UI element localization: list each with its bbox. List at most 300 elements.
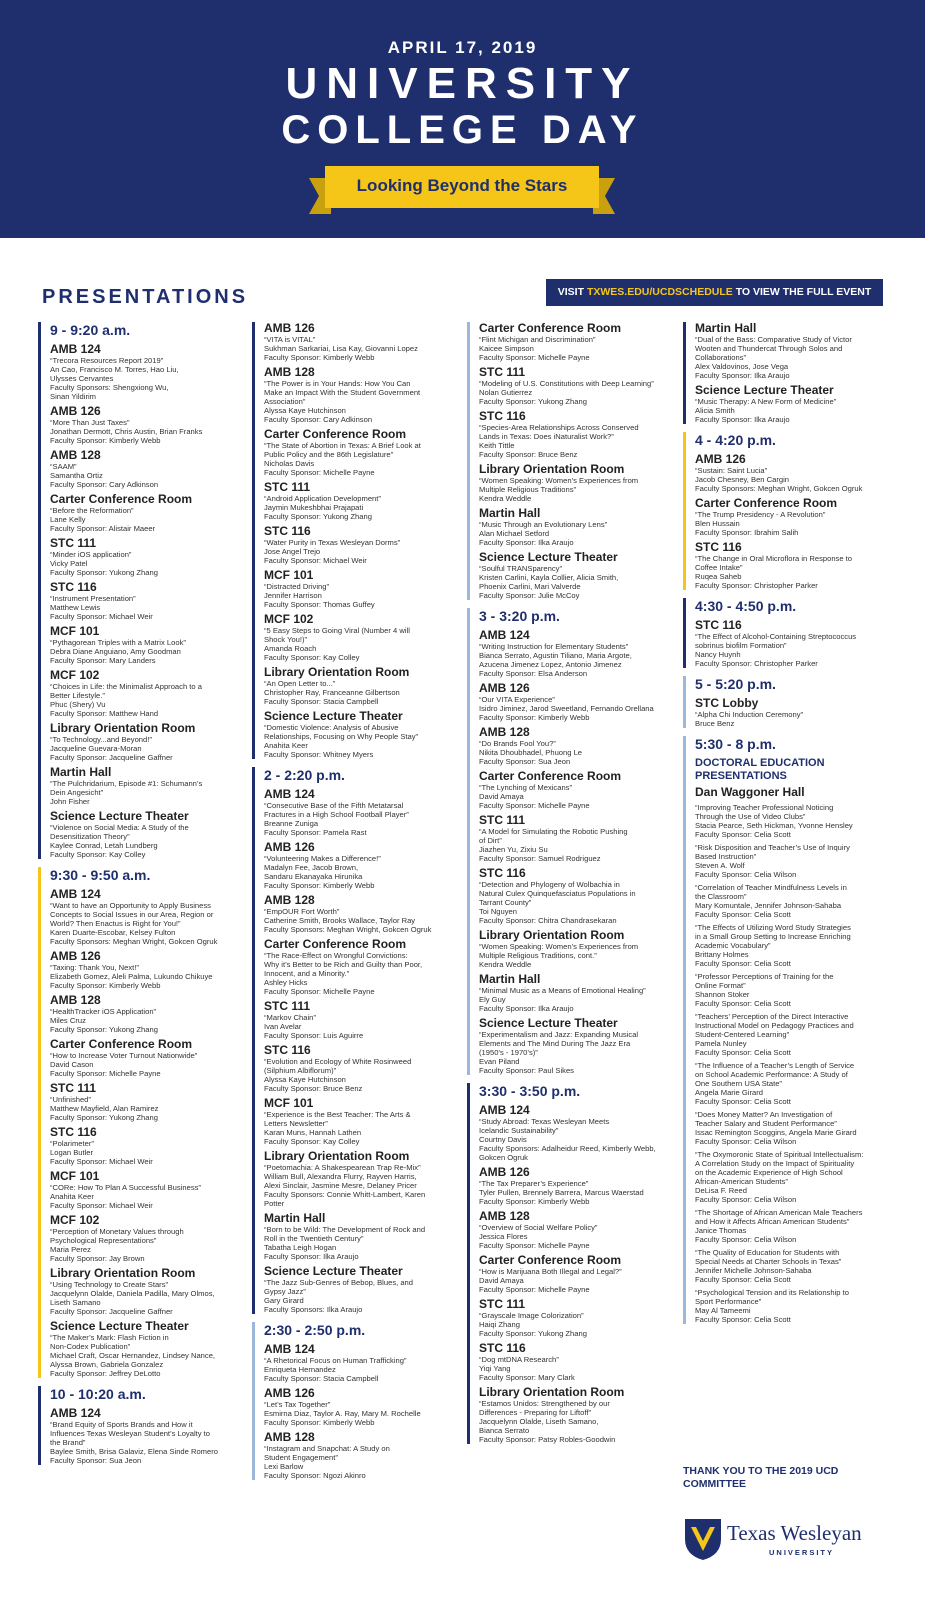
- slot-time: 9:30 - 9:50 a.m.: [50, 867, 151, 883]
- detail-line: Coffee Intake”: [695, 563, 743, 572]
- detail-line: Online Format”: [695, 981, 746, 990]
- detail-line: Faculty Sponsor: Yukong Zhang: [50, 1113, 158, 1122]
- presentation-item: [695, 1150, 881, 1204]
- presentation-item: [50, 1126, 236, 1166]
- detail-line: Jennifer Michelle Johnson-Sahaba: [695, 1266, 812, 1275]
- column-2: [252, 322, 450, 1488]
- detail-line: Faculty Sponsor: Ilka Araujo: [695, 415, 790, 424]
- detail-line: Phoenix Carlini, Mari Valverde: [479, 582, 581, 591]
- detail-line: Faculty Sponsor: Paul Sikes: [479, 1066, 574, 1075]
- room-name: Library Orientation Room: [479, 1385, 625, 1399]
- detail-line: “Our VITA Experience”: [479, 695, 555, 704]
- detail-line: Nicholas Davis: [264, 459, 315, 468]
- presentation-item: [264, 938, 450, 996]
- room-name: Library Orientation Room: [479, 928, 625, 942]
- detail-line: Courtny Davis: [479, 1135, 527, 1144]
- detail-line: Better Lifestyle.”: [50, 691, 105, 700]
- room-name: Martin Hall: [695, 321, 757, 335]
- detail-line: “Taxing: Thank You, Next!”: [50, 963, 139, 972]
- time-slot: [252, 767, 450, 1314]
- presentation-item: [695, 1288, 881, 1324]
- time-slot: [467, 608, 665, 1075]
- detail-line: Faculty Sponsor: Jacqueline Gaffner: [50, 753, 173, 762]
- time-slot: [683, 736, 881, 1324]
- detail-line: Faculty Sponsor: Sua Jeon: [50, 1456, 142, 1465]
- room-name: Library Orientation Room: [264, 1149, 410, 1163]
- time-slot: [38, 322, 236, 859]
- detail-line: Jessica Flores: [479, 1232, 528, 1241]
- room-name: AMB 126: [50, 949, 101, 963]
- room-name: STC 116: [479, 866, 526, 880]
- detail-line: Blen Hussain: [695, 519, 740, 528]
- detail-line: Kaylee Conrad, Letah Lundberg: [50, 841, 158, 850]
- presentation-item: [264, 1044, 450, 1093]
- detail-line: “The Lynching of Mexicans”: [479, 783, 572, 792]
- detail-line: Faculty Sponsor: Kimberly Webb: [479, 713, 590, 722]
- detail-line: “Psychological Tension and its Relationship to: [695, 1288, 849, 1297]
- detail-line: Faculty Sponsor: Celia Scott: [695, 1048, 791, 1057]
- detail-line: DeLisa F. Reed: [695, 1186, 747, 1195]
- detail-line: Karen Duarte-Escobar, Kelsey Fulton: [50, 928, 176, 937]
- detail-line: Faculty Sponsor: Jacqueline Gaffner: [50, 1307, 173, 1316]
- presentation-item: [695, 786, 881, 799]
- detail-line: Shannon Stoker: [695, 990, 750, 999]
- room-name: Science Lecture Theater: [50, 809, 189, 823]
- detail-line: Faculty Sponsors: Adalheidur Reed, Kimberly Webb,: [479, 1144, 656, 1153]
- detail-line: “Born to be Wild: The Development of Rock and: [264, 1225, 426, 1234]
- detail-line: Debra Diane Anguiano, Amy Goodman: [50, 647, 181, 656]
- detail-line: Alan Michael Setford: [479, 529, 550, 538]
- detail-line: Desensitization Theory”: [50, 832, 130, 841]
- slot-accent-bar: [38, 867, 41, 1378]
- detail-line: Association”: [264, 397, 306, 406]
- presentation-item: [50, 766, 236, 806]
- detail-line: the Classroom”: [695, 892, 747, 901]
- detail-line: Public Policy and the 86th Legislature”: [264, 450, 394, 459]
- detail-line: Faculty Sponsor: Jay Brown: [50, 1254, 145, 1263]
- room-name: Library Orientation Room: [50, 1266, 196, 1280]
- room-name: MCF 102: [264, 612, 314, 626]
- detail-line: Logan Butler: [50, 1148, 94, 1157]
- room-name: AMB 124: [50, 887, 101, 901]
- detail-line: Karan Muns, Hannah Lathen: [264, 1128, 362, 1137]
- detail-line: “The Oxymoronic State of Spiritual Intellectualism:: [695, 1150, 864, 1159]
- detail-line: David Amaya: [479, 792, 524, 801]
- detail-line: Relationships, Focusing on Why People Stay”: [264, 732, 419, 741]
- detail-line: Bianca Serrato: [479, 1426, 530, 1435]
- detail-line: Faculty Sponsors: Connie Whitt-Lambert, Karen: [264, 1190, 426, 1199]
- detail-line: Faculty Sponsor: Michael Weir: [50, 1157, 153, 1166]
- detail-line: “Music Through an Evolutionary Lens”: [479, 520, 608, 529]
- presentation-item: [479, 1342, 665, 1382]
- presentation-item: [264, 481, 450, 521]
- detail-line: Faculty Sponsor: Bruce Benz: [479, 450, 578, 459]
- detail-line: Natural Culex Quinquefasciatus Populations in: [479, 889, 636, 898]
- detail-line: “Distracted Driving”: [264, 582, 329, 591]
- detail-line: Nancy Huynh: [695, 650, 741, 659]
- detail-line: Student-Centered Learning”: [695, 1030, 790, 1039]
- slot-accent-bar: [38, 1386, 41, 1465]
- presentation-item: [50, 1170, 236, 1210]
- presentation-item: [479, 1298, 665, 1338]
- logo-sub: UNIVERSITY: [769, 1548, 835, 1557]
- detail-line: Special Needs at Charter Schools in Texas”: [695, 1257, 842, 1266]
- presentation-item: [264, 525, 450, 565]
- detail-line: “The Effect of Alcohol-Containing Streptococcus: [695, 632, 857, 641]
- detail-line: William Bull, Alexandra Flurry, Rayven Harris,: [264, 1172, 417, 1181]
- detail-line: Faculty Sponsor: Michelle Payne: [264, 468, 375, 477]
- detail-line: “Evolution and Ecology of White Rosinweed: [264, 1057, 412, 1066]
- room-name: AMB 124: [50, 1406, 101, 1420]
- presentation-item: [50, 493, 236, 533]
- detail-line: “Estamos Unidos: Strengthened by our: [479, 1399, 610, 1408]
- detail-line: “Before the Reformation”: [50, 506, 134, 515]
- detail-line: May Al Tameemi: [695, 1306, 751, 1315]
- presentation-item: [50, 1082, 236, 1122]
- room-name: AMB 128: [264, 893, 315, 907]
- room-name: MCF 101: [50, 624, 100, 638]
- room-name: MCF 101: [50, 1169, 100, 1183]
- detail-line: Faculty Sponsor: Ilka Araujo: [695, 371, 790, 380]
- detail-line: “Want to have an Opportunity to Apply Business: [50, 901, 211, 910]
- detail-line: “Soulful TRANSparency”: [479, 564, 563, 573]
- slot-accent-bar: [252, 1322, 255, 1480]
- detail-line: Elizabeth Gomez, Aleli Palma, Lukundo Chikuye: [50, 972, 213, 981]
- detail-line: “SAAM”: [50, 462, 77, 471]
- slot-accent-bar: [467, 608, 470, 1075]
- event-date: APRIL 17, 2019: [387, 38, 538, 57]
- detail-line: Faculty Sponsor: Alistair Maeer: [50, 524, 156, 533]
- detail-line: “Overview of Social Welfare Policy”: [479, 1223, 598, 1232]
- detail-line: Faculty Sponsor: Celia Scott: [695, 1315, 791, 1324]
- time-slot: [467, 322, 665, 600]
- detail-line: Alyssa Brown, Gabriela Gonzalez: [50, 1360, 164, 1369]
- room-name: AMB 128: [479, 1209, 530, 1223]
- detail-line: “Violence on Social Media: A Study of the: [50, 823, 189, 832]
- room-name: STC 116: [479, 409, 526, 423]
- detail-line: Jose Angel Trejo: [264, 547, 321, 556]
- presentation-item: [479, 1386, 665, 1444]
- detail-line: African-American Students”: [695, 1177, 788, 1186]
- detail-line: Faculty Sponsor: Luis Aguirre: [264, 1031, 364, 1040]
- slot-time: 5 - 5:20 p.m.: [695, 676, 776, 692]
- presentation-item: [264, 894, 450, 934]
- detail-line: Faculty Sponsor: Kimberly Webb: [264, 353, 375, 362]
- detail-line: Faculty Sponsor: Stacia Campbell: [264, 1374, 379, 1383]
- detail-line: “Volunteering Makes a Difference!”: [264, 854, 381, 863]
- room-name: Martin Hall: [479, 972, 541, 986]
- detail-line: Jacob Chesney, Ben Cargin: [695, 475, 789, 484]
- detail-line: Faculty Sponsor: Cary Adkinson: [264, 415, 373, 424]
- detail-line: Faculty Sponsor: Michelle Payne: [479, 1285, 590, 1294]
- slot-time: 2:30 - 2:50 p.m.: [264, 1322, 366, 1338]
- detail-line: “Markov Chain”: [264, 1013, 316, 1022]
- detail-line: Jennifer Harrison: [264, 591, 322, 600]
- detail-line: Faculty Sponsors: Ilka Araujo: [264, 1305, 363, 1314]
- detail-line: “Study Abroad: Texas Wesleyan Meets: [479, 1117, 610, 1126]
- tagline-ribbon: [309, 160, 615, 216]
- slot-accent-bar: [252, 322, 255, 759]
- detail-line: Alexi Sinclair, Jasmine Mesre, Delaney Pricer: [264, 1181, 417, 1190]
- slot-accent-bar: [467, 322, 470, 600]
- detail-line: Dein Angesicht”: [50, 788, 104, 797]
- detail-line: Alyssa Kaye Hutchinson: [264, 1075, 346, 1084]
- slot-time: 4 - 4:20 p.m.: [695, 432, 776, 448]
- detail-line: Letters Newsletter”: [264, 1119, 328, 1128]
- time-slot: [38, 867, 236, 1378]
- detail-line: Alyssa Kaye Hutchinson: [264, 406, 346, 415]
- detail-line: John Fisher: [50, 797, 90, 806]
- detail-line: “The Power is in Your Hands: How You Can: [264, 379, 411, 388]
- presentation-item: [264, 428, 450, 477]
- detail-line: “Correlation of Teacher Mindfulness Levels in: [695, 883, 847, 892]
- room-name: MCF 101: [264, 568, 314, 582]
- detail-line: Tarrant County”: [479, 898, 532, 907]
- slot-time: 4:30 - 4:50 p.m.: [695, 598, 797, 614]
- detail-line: “The Maker’s Mark: Flash Fiction in: [50, 1333, 169, 1342]
- detail-line: Faculty Sponsor: Celia Scott: [695, 959, 791, 968]
- room-name: Carter Conference Room: [479, 321, 622, 335]
- detail-line: Faculty Sponsor: Mary Clark: [479, 1373, 575, 1382]
- room-name: Dan Waggoner Hall: [695, 785, 805, 799]
- detail-line: Breanne Zuniga: [264, 819, 319, 828]
- detail-line: Tabatha Leigh Hogan: [264, 1243, 337, 1252]
- detail-line: Matthew Lewis: [50, 603, 101, 612]
- detail-line: “Women Speaking: Women’s Experiences from: [479, 476, 639, 485]
- detail-line: Pamela Nunley: [695, 1039, 747, 1048]
- detail-line: Ashley Hicks: [264, 978, 308, 987]
- detail-line: One Southern USA State”: [695, 1079, 782, 1088]
- detail-line: “Minimal Music as a Means of Emotional Healing”: [479, 986, 646, 995]
- detail-line: on the Academic Experience of High School: [695, 1168, 843, 1177]
- detail-line: Faculty Sponsor: Christopher Parker: [695, 659, 818, 668]
- detail-line: Azucena Jimenez Lopez, Antonio Jimenez: [479, 660, 622, 669]
- detail-line: Vicky Patel: [50, 559, 88, 568]
- room-name: Library Orientation Room: [264, 665, 410, 679]
- slot-time: 10 - 10:20 a.m.: [50, 1386, 146, 1402]
- detail-line: “A Model for Simulating the Robotic Pushing: [479, 827, 628, 836]
- detail-line: “An Open Letter to...”: [264, 679, 336, 688]
- detail-line: Gypsy Jazz”: [264, 1287, 306, 1296]
- detail-line: “The Change in Oral Microflora in Response to: [695, 554, 853, 563]
- presentation-item: [695, 972, 881, 1008]
- detail-line: Faculty Sponsor: Kimberly Webb: [479, 1197, 590, 1206]
- room-name: Carter Conference Room: [479, 1253, 622, 1267]
- detail-line: Innocent, and a Minority.”: [264, 969, 350, 978]
- detail-line: Sukhman Sarkariai, Lisa Kay, Giovanni Lopez: [264, 344, 418, 353]
- schedule-url[interactable]: TXWES.EDU/UCDSCHEDULE: [586, 286, 733, 298]
- detail-line: Faculty Sponsor: Michelle Payne: [479, 1241, 590, 1250]
- detail-line: Faculty Sponsor: Whitney Myers: [264, 750, 374, 759]
- room-name: AMB 124: [264, 787, 315, 801]
- room-name: STC 111: [479, 365, 526, 379]
- detail-line: Faculty Sponsor: Michael Weir: [50, 612, 153, 621]
- presentation-item: [50, 994, 236, 1034]
- room-name: AMB 124: [50, 342, 101, 356]
- presentation-item: [264, 710, 450, 759]
- detail-line: “Android Application Development”: [264, 494, 381, 503]
- presentation-item: [479, 867, 665, 925]
- detail-line: Faculty Sponsor: Michelle Payne: [479, 353, 590, 362]
- detail-line: “How is Marijuana Both Illegal and Legal?”: [479, 1267, 622, 1276]
- detail-line: “HealthTracker iOS Application”: [50, 1007, 157, 1016]
- detail-line: “Poetomachia: A Shakespearean Trap Re-Mix”: [264, 1163, 421, 1172]
- presentation-item: [695, 541, 881, 590]
- detail-line: “Alpha Chi Induction Ceremony”: [695, 710, 804, 719]
- room-name: Science Lecture Theater: [264, 1264, 403, 1278]
- column-3: [467, 322, 665, 1452]
- slot-accent-bar: [467, 1083, 470, 1444]
- time-slot: [252, 1322, 450, 1480]
- detail-line: Nolan Gutierrez: [479, 388, 533, 397]
- slot-time: 9 - 9:20 a.m.: [50, 322, 131, 338]
- room-name: STC 116: [695, 618, 742, 632]
- presentation-item: [50, 810, 236, 859]
- detail-line: “Let’s Tax Together”: [264, 1400, 331, 1409]
- detail-line: Faculty Sponsor: Celia Wilson: [695, 1137, 797, 1146]
- room-name: AMB 126: [479, 681, 530, 695]
- time-slot: [683, 322, 881, 424]
- detail-line: “Risk Disposition and Teacher’s Use of Inquiry: [695, 843, 850, 852]
- detail-line: Why it’s Better to be Rich and Guilty than Poor,: [264, 960, 423, 969]
- room-name: Carter Conference Room: [264, 427, 407, 441]
- detail-line: Mary Komuntale, Jennifer Johnson-Sahaba: [695, 901, 842, 910]
- detail-line: “Teachers’ Perception of the Direct Interactive: [695, 1012, 849, 1021]
- detail-line: “The Trump Presidency - A Revolution”: [695, 510, 826, 519]
- title-line2: COLLEGE DAY: [281, 108, 644, 152]
- detail-line: Maria Perez: [50, 1245, 91, 1254]
- detail-line: Faculty Sponsor: Patsy Robles-Goodwin: [479, 1435, 616, 1444]
- detail-line: Make an Impact With the Student Government: [264, 388, 421, 397]
- detail-line: Faculty Sponsor: Ngozi Akinro: [264, 1471, 366, 1480]
- detail-line: Faculty Sponsor: Kimberly Webb: [50, 436, 161, 445]
- tagline-text: Looking Beyond the Stars: [356, 176, 568, 195]
- detail-line: “The Quality of Education for Students with: [695, 1248, 840, 1257]
- room-name: STC 116: [50, 1125, 97, 1139]
- detail-line: “A Rhetorical Focus on Human Trafficking”: [264, 1356, 407, 1365]
- presentation-item: [264, 1150, 450, 1208]
- room-name: Martin Hall: [264, 1211, 326, 1225]
- detail-line: Ivan Avelar: [264, 1022, 302, 1031]
- presentation-item: [479, 507, 665, 547]
- presentation-item: [695, 384, 881, 424]
- presentation-item: [479, 973, 665, 1013]
- detail-line: Angela Marie Girard: [695, 1088, 763, 1097]
- detail-line: Psychological Representations”: [50, 1236, 157, 1245]
- room-name: STC 116: [50, 580, 97, 594]
- detail-line: Samantha Ortiz: [50, 471, 103, 480]
- detail-line: Faculty Sponsor: Michelle Payne: [479, 801, 590, 810]
- presentation-item: [479, 1254, 665, 1294]
- presentation-item: [264, 1387, 450, 1427]
- detail-line: Through the Use of Video Clubs”: [695, 812, 806, 821]
- slot-accent-bar: [38, 322, 41, 859]
- detail-line: Sandaru Ekanayaka Hirunika: [264, 872, 363, 881]
- presentation-item: [50, 1214, 236, 1263]
- room-name: Science Lecture Theater: [50, 1319, 189, 1333]
- detail-line: Jonathan Dermott, Chris Austin, Brian Franks: [50, 427, 203, 436]
- detail-line: Instructional Model on Pedagogy Practices and: [695, 1021, 854, 1030]
- detail-line: “Species-Area Relationships Across Conserved: [479, 423, 639, 432]
- shield-crest-icon: [683, 1517, 723, 1561]
- detail-line: “Perception of Monetary Values through: [50, 1227, 184, 1236]
- detail-line: Faculty Sponsor: Celia Scott: [695, 999, 791, 1008]
- visit-prefix: VISIT: [557, 286, 587, 298]
- detail-line: Influences Texas Wesleyan Student’s Loyalty to: [50, 1429, 210, 1438]
- detail-line: Christopher Ray, Franceanne Gilbertson: [264, 688, 400, 697]
- room-name: Carter Conference Room: [50, 1037, 193, 1051]
- presentation-item: [479, 929, 665, 969]
- presentation-item: [479, 1210, 665, 1250]
- detail-line: Matthew Mayfield, Alan Ramirez: [50, 1104, 159, 1113]
- detail-line: Faculty Sponsor: Michelle Payne: [50, 1069, 161, 1078]
- detail-line: Faculty Sponsor: Matthew Hand: [50, 709, 159, 718]
- detail-line: Faculty Sponsor: Kimberly Webb: [264, 881, 375, 890]
- schedule-link-banner[interactable]: [546, 279, 883, 325]
- presentation-item: [695, 322, 881, 380]
- detail-line: Faculty Sponsor: Michael Weir: [264, 556, 367, 565]
- presentation-item: [50, 1320, 236, 1378]
- room-name: STC 111: [50, 1081, 97, 1095]
- detail-line: Jiazhen Yu, Zixiu Su: [479, 845, 548, 854]
- presentation-item: [50, 1038, 236, 1078]
- detail-line: in a Small Group Setting to Increase Enriching: [695, 932, 851, 941]
- detail-line: Potter: [264, 1199, 285, 1208]
- detail-line: Liseth Samano: [50, 1298, 101, 1307]
- presentation-item: [50, 537, 236, 577]
- detail-line: Phuc (Shery) Vu: [50, 700, 106, 709]
- presentation-item: [695, 843, 881, 879]
- slot-accent-bar: [683, 598, 686, 668]
- detail-line: Miles Cruz: [50, 1016, 86, 1025]
- detail-line: Roll in the Twentieth Century”: [264, 1234, 364, 1243]
- detail-line: Catherine Smith, Brooks Wallace, Taylor Ray: [264, 916, 416, 925]
- room-name: AMB 128: [50, 993, 101, 1007]
- detail-line: Bruce Benz: [695, 719, 735, 728]
- detail-line: Toi Nguyen: [479, 907, 517, 916]
- detail-line: Based Instruction”: [695, 852, 757, 861]
- detail-line: Faculty Sponsors: Shengxiong Wu,: [50, 383, 169, 392]
- detail-line: Kaicee Simpson: [479, 344, 534, 353]
- room-name: Science Lecture Theater: [479, 550, 618, 564]
- presentation-item: [479, 463, 665, 503]
- detail-line: “Writing Instruction for Elementary Students”: [479, 642, 629, 651]
- room-name: AMB 124: [479, 628, 530, 642]
- detail-line: Faculty Sponsor: Yukong Zhang: [50, 568, 158, 577]
- detail-line: “Minder iOS application”: [50, 550, 132, 559]
- detail-line: Faculty Sponsor: Chitra Chandrasekaran: [479, 916, 617, 925]
- detail-line: Faculty Sponsor: Sua Jeon: [479, 757, 571, 766]
- detail-line: Faculty Sponsor: Thomas Guffey: [264, 600, 375, 609]
- presentation-item: [479, 410, 665, 459]
- room-name: Library Orientation Room: [50, 721, 196, 735]
- room-name: STC 111: [479, 813, 526, 827]
- detail-line: Anahita Keer: [50, 1192, 94, 1201]
- detail-line: “The Tax Preparer’s Experience”: [479, 1179, 589, 1188]
- detail-line: Concepts to Social Issues in our Area, Region or: [50, 910, 214, 919]
- detail-line: Non-Codex Publication”: [50, 1342, 131, 1351]
- detail-line: Alex Valdovinos, Jose Vega: [695, 362, 789, 371]
- detail-line: Gokcen Ogruk: [479, 1153, 528, 1162]
- detail-line: “Sustain: Saint Lucia”: [695, 466, 768, 475]
- detail-line: World? Then Enactus is Right for You!”: [50, 919, 181, 928]
- detail-line: Faculty Sponsor: Ilka Araujo: [479, 538, 574, 547]
- detail-line: Lexi Barlow: [264, 1462, 304, 1471]
- detail-line: Amanda Roach: [264, 644, 317, 653]
- detail-line: Jacquelynn Olalde, Liseth Samano,: [479, 1417, 599, 1426]
- detail-line: “Pythagorean Triples with a Matrix Look”: [50, 638, 186, 647]
- presentation-item: [695, 1208, 881, 1244]
